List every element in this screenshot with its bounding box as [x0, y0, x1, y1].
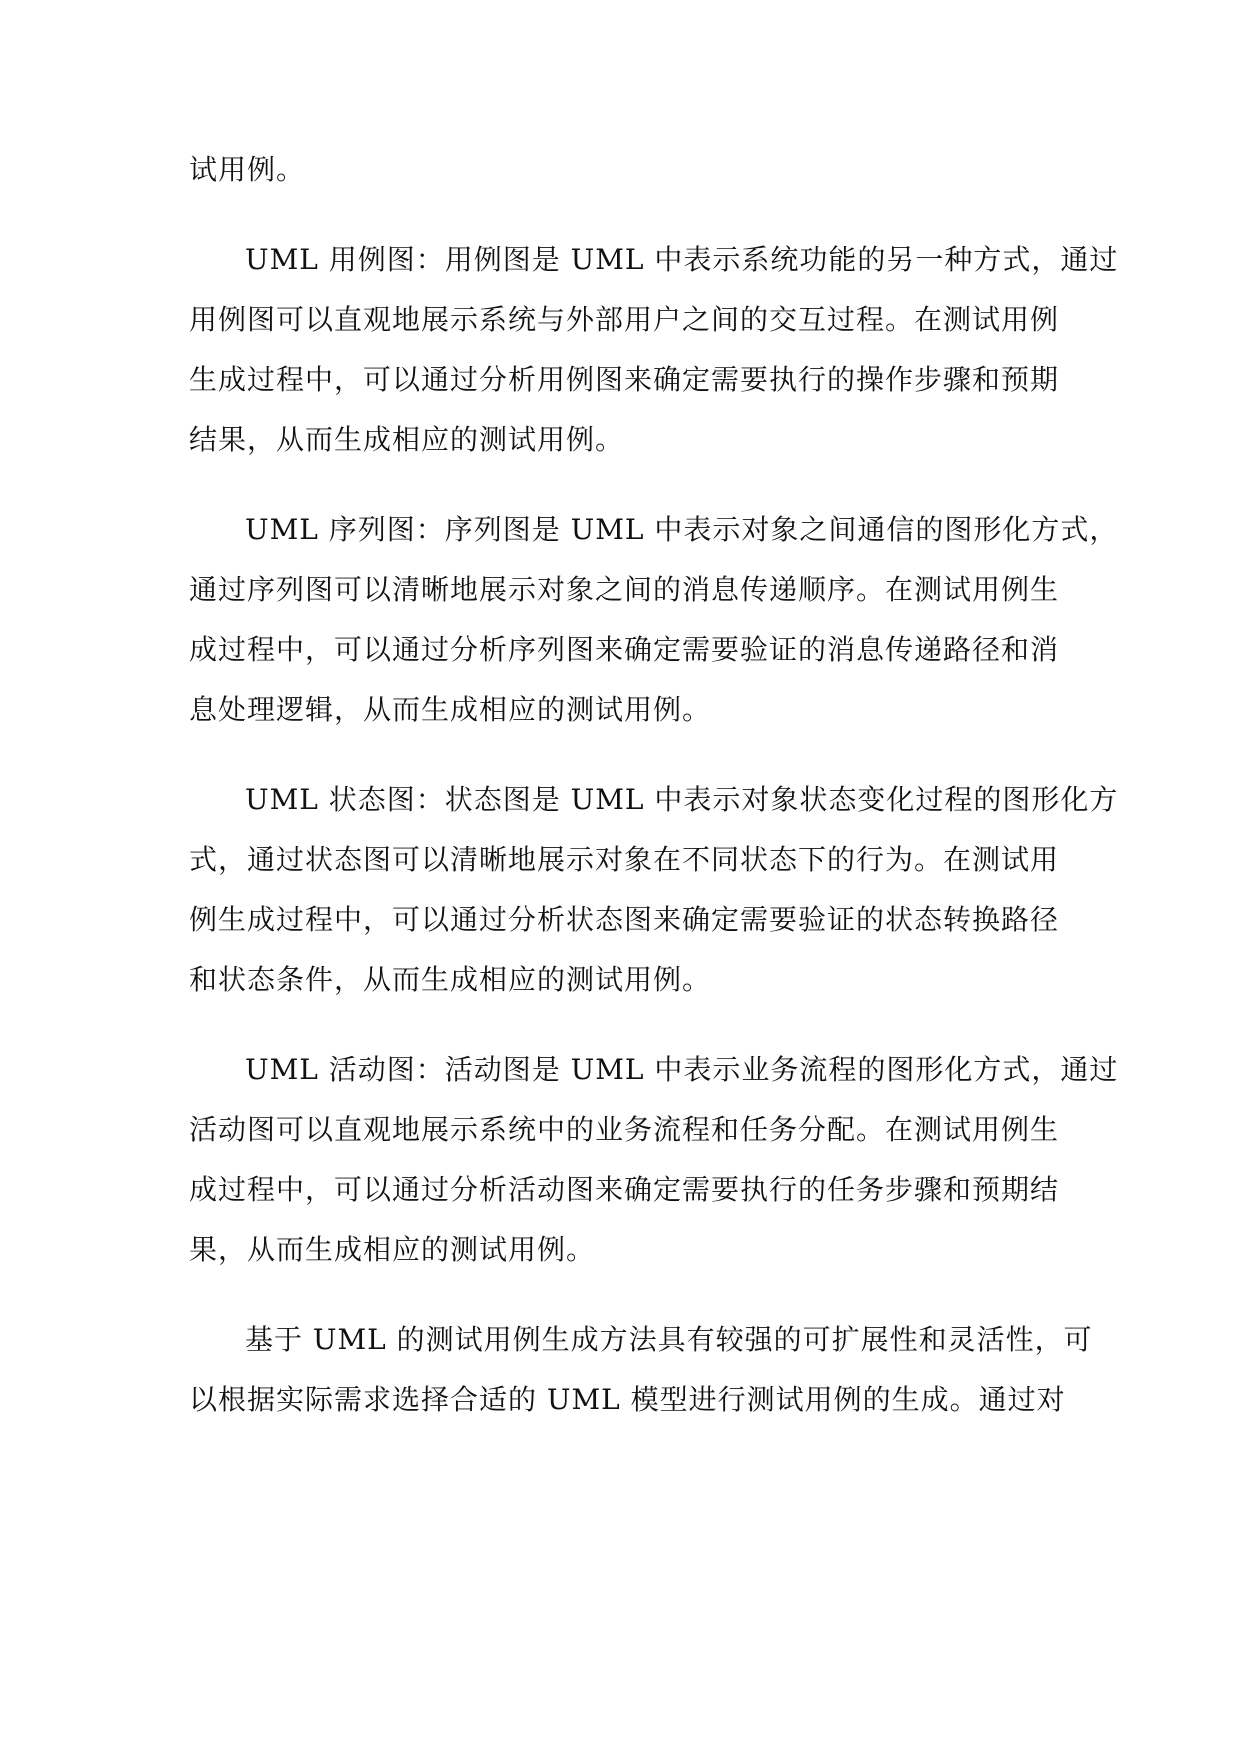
text-line: UML 用例图：用例图是 UML 中表示系统功能的另一种方式，通过	[245, 243, 1119, 276]
paragraph-uml-method-summary	[189, 1310, 1093, 1430]
paragraph-use-case-diagram	[189, 230, 1119, 470]
text-line: UML 状态图：状态图是 UML 中表示对象状态变化过程的图形化方	[245, 783, 1119, 816]
text-line: UML 活动图：活动图是 UML 中表示业务流程的图形化方式，通过	[245, 1053, 1119, 1086]
text-line: 试用例。	[189, 153, 306, 186]
document-body	[189, 140, 1119, 1460]
text-line: 用例图可以直观地展示系统与外部用户之间的交互过程。在测试用例	[189, 303, 1060, 336]
paragraph-state-diagram	[189, 770, 1119, 1010]
text-line: 基于 UML 的测试用例生成方法具有较强的可扩展性和灵活性，可	[245, 1323, 1093, 1356]
text-line: 以根据实际需求选择合适的 UML 模型进行测试用例的生成。通过对	[189, 1383, 1066, 1416]
text-line: UML 序列图：序列图是 UML 中表示对象之间通信的图形化方式，	[245, 513, 1119, 546]
paragraph-activity-diagram	[189, 1040, 1119, 1280]
text-line: 通过序列图可以清晰地展示对象之间的消息传递顺序。在测试用例生	[189, 573, 1060, 606]
text-line: 结果，从而生成相应的测试用例。	[189, 423, 625, 456]
text-line: 例生成过程中，可以通过分析状态图来确定需要验证的状态转换路径	[189, 903, 1060, 936]
paragraph-continuation	[189, 140, 1053, 200]
text-line: 息处理逻辑，从而生成相应的测试用例。	[189, 693, 712, 726]
text-line: 活动图可以直观地展示系统中的业务流程和任务分配。在测试用例生	[189, 1113, 1060, 1146]
text-line: 生成过程中，可以通过分析用例图来确定需要执行的操作步骤和预期	[189, 363, 1060, 396]
text-line: 和状态条件，从而生成相应的测试用例。	[189, 963, 712, 996]
text-line: 成过程中，可以通过分析序列图来确定需要验证的消息传递路径和消	[189, 633, 1060, 666]
text-line: 式，通过状态图可以清晰地展示对象在不同状态下的行为。在测试用	[189, 843, 1060, 876]
text-line: 果，从而生成相应的测试用例。	[189, 1233, 596, 1266]
paragraph-sequence-diagram	[189, 500, 1119, 740]
text-line: 成过程中，可以通过分析活动图来确定需要执行的任务步骤和预期结	[189, 1173, 1060, 1206]
